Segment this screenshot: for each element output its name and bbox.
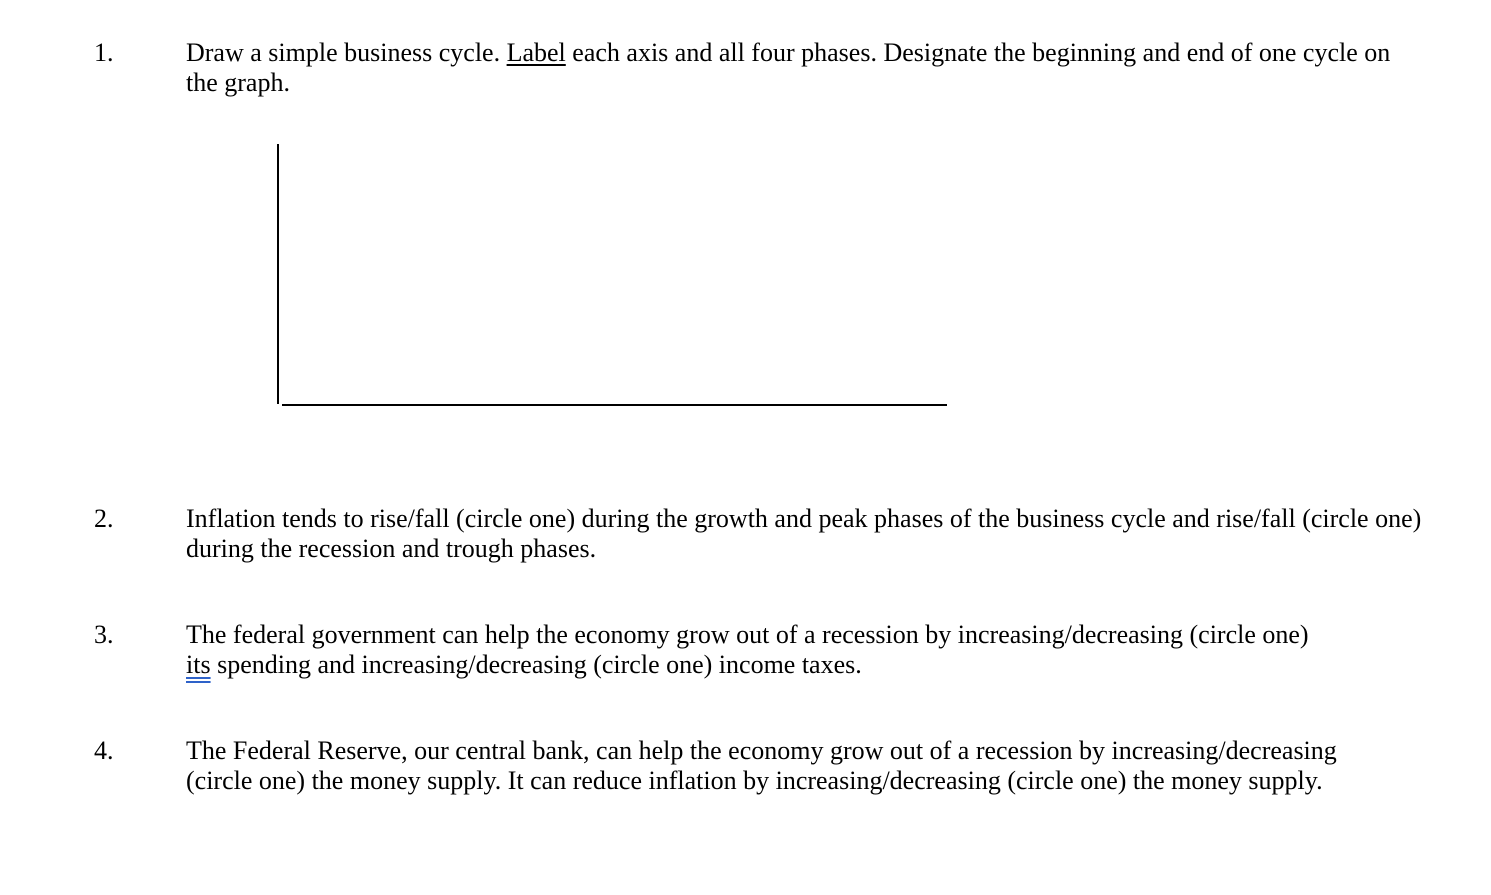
question-4-text: The Federal Reserve, our central bank, can help the economy grow out of a recession by increasing/decreasing (circle one) the money supply. It can reduce inflation by increasing/decreasing (circle one) the money supply. xyxy=(186,736,1337,795)
question-1-text xyxy=(186,38,1416,98)
question-4-number: 4. xyxy=(94,736,114,765)
grammar-flagged-word[interactable]: its xyxy=(186,650,211,679)
question-1-number: 1. xyxy=(94,38,114,67)
question-3-text xyxy=(186,620,1326,680)
question-3-text-after: spending and increasing/decreasing (circle one) income taxes. xyxy=(210,650,862,679)
question-3-text-before: The federal government can help the economy grow out of a recession by increasing/decreasing (circle one) xyxy=(186,620,1309,649)
graph-x-axis xyxy=(282,404,947,406)
question-2-number: 2. xyxy=(94,504,114,533)
graph-y-axis xyxy=(277,144,279,404)
label-emphasis: Label xyxy=(506,38,566,67)
question-1-text-after: each axis and all four phases. Designate the beginning and end of one cycle on the graph. xyxy=(186,38,1391,97)
question-1-text-before: Draw a simple business cycle. xyxy=(186,38,507,67)
question-2-text: Inflation tends to rise/fall (circle one) during the growth and peak phases of the business cycle and rise/fall (circle one) during the recession and trough phases. xyxy=(186,504,1422,563)
question-3-number: 3. xyxy=(94,620,114,649)
